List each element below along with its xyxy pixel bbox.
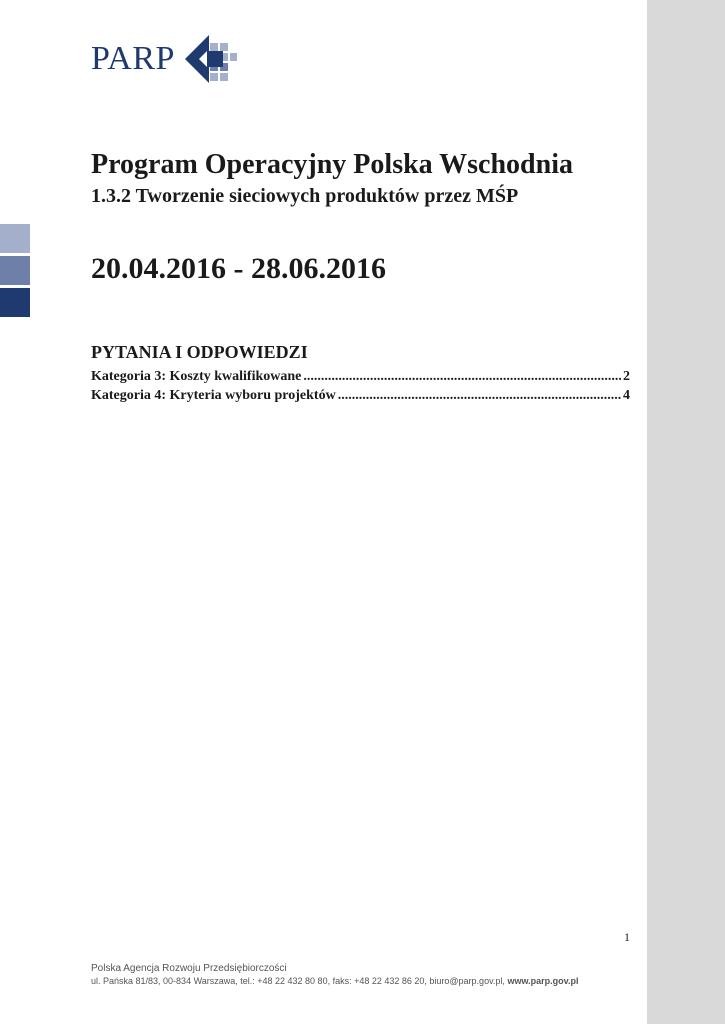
table-of-contents xyxy=(91,367,630,405)
footer-address-line xyxy=(91,975,578,988)
parp-logo xyxy=(91,33,237,85)
document-subtitle: 1.3.2 Tworzenie sieciowych produktów przez MŚP xyxy=(91,185,519,207)
toc-heading: PYTANIA I ODPOWIEDZI xyxy=(91,342,308,362)
footer-organization: Polska Agencja Rozwoju Przedsiębiorczości xyxy=(91,963,287,974)
toc-entry-label: Kategoria 3: Koszty kwalifikowane xyxy=(91,369,302,384)
logo-text: PARP xyxy=(91,40,175,77)
toc-dot-leader xyxy=(303,367,621,386)
toc-entry-category-4[interactable] xyxy=(91,386,630,405)
toc-entry-label: Kategoria 4: Kryteria wyboru projektów xyxy=(91,388,336,403)
footer xyxy=(91,962,578,988)
toc-entry-page: 2 xyxy=(623,369,630,384)
decor-square-mid xyxy=(0,256,30,285)
page-number: 1 xyxy=(624,930,630,944)
toc-dot-leader xyxy=(338,386,621,405)
document-title: Program Operacyjny Polska Wschodnia xyxy=(91,149,573,180)
decor-square-light xyxy=(0,224,30,253)
toc-entry-page: 4 xyxy=(623,388,630,403)
parp-diamond-arrow-icon xyxy=(183,33,237,85)
toc-entry-category-3[interactable] xyxy=(91,367,630,386)
left-decorative-squares xyxy=(0,224,30,320)
footer-website-link[interactable]: www.parp.gov.pl xyxy=(507,976,579,986)
decor-square-dark xyxy=(0,288,30,317)
date-range: 20.04.2016 - 28.06.2016 xyxy=(91,252,386,285)
footer-address: ul. Pańska 81/83, 00-834 Warszawa, tel.: +48 22 432 80 80, faks: +48 22 432 86 20, biuro@parp.gov.pl, xyxy=(91,976,505,986)
right-side-band xyxy=(647,0,725,1024)
